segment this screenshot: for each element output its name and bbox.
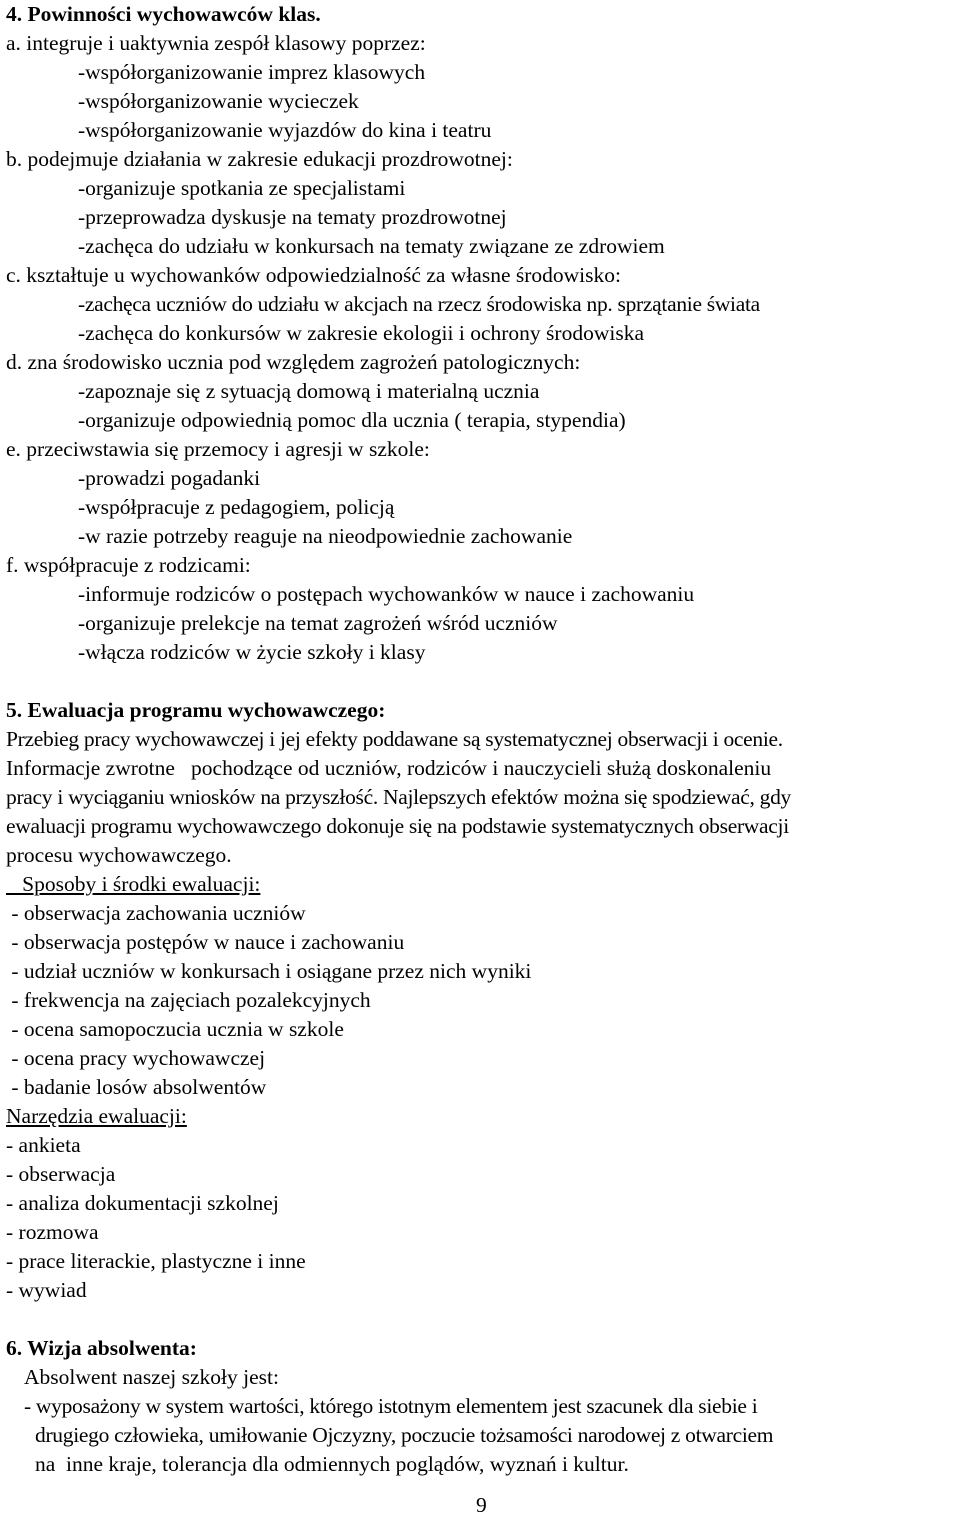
item-b-title: b. podejmuje działania w zakresie edukacji prozdrowotnej:: [6, 147, 513, 171]
item-d-line-1: -zapoznaje się z sytuacją domową i materialną ucznia: [78, 379, 540, 403]
evaluation-tools-title: Narzędzia ewaluacji:: [6, 1104, 187, 1128]
evaluation-tool-4: - rozmowa: [6, 1220, 99, 1244]
evaluation-tool-5: - prace literackie, plastyczne i inne: [6, 1249, 306, 1273]
item-c-line-1: -zachęca uczniów do udziału w akcjach na rzecz środowiska np. sprzątanie świata: [78, 292, 760, 316]
graduate-bullet-line-2: drugiego człowieka, umiłowanie Ojczyzny, poczucie tożsamości narodowej z otwarciem: [35, 1423, 774, 1447]
evaluation-paragraph-line-1: Przebieg pracy wychowawczej i jej efekty poddawane są systematycznej obserwacji i ocenie.: [6, 727, 783, 751]
evaluation-paragraph-line-3: pracy i wyciąganiu wniosków na przyszłość. Najlepszych efektów można się spodziewać, gdy: [6, 785, 791, 809]
section-6-heading: 6. Wizja absolwenta:: [6, 1336, 197, 1360]
evaluation-paragraph-line-5: procesu wychowawczego.: [6, 843, 232, 867]
evaluation-method-6: - ocena pracy wychowawczej: [6, 1046, 266, 1070]
evaluation-method-7: - badanie losów absolwentów: [6, 1075, 267, 1099]
item-f-line-3: -włącza rodziców w życie szkoły i klasy: [78, 640, 426, 664]
evaluation-tool-3: - analiza dokumentacji szkolnej: [6, 1191, 279, 1215]
section-5-heading: 5. Ewaluacja programu wychowawczego:: [6, 698, 386, 722]
item-d-title: d. zna środowisko ucznia pod względem zagrożeń patologicznych:: [6, 350, 581, 374]
item-a-line-2: -współorganizowanie wycieczek: [78, 89, 359, 113]
item-a-title: a. integruje i uaktywnia zespół klasowy poprzez:: [6, 31, 426, 55]
evaluation-tool-6: - wywiad: [6, 1278, 87, 1302]
evaluation-tool-2: - obserwacja: [6, 1162, 116, 1186]
graduate-intro: Absolwent naszej szkoły jest:: [24, 1365, 279, 1389]
evaluation-paragraph-line-2: Informacje zwrotne pochodzące od uczniów, rodziców i nauczycieli służą doskonaleniu: [6, 756, 772, 780]
item-c-line-2: -zachęca do konkursów w zakresie ekologii i ochrony środowiska: [78, 321, 644, 345]
item-f-title: f. współpracuje z rodzicami:: [6, 553, 251, 577]
item-f-line-1: -informuje rodziców o postępach wychowanków w nauce i zachowaniu: [78, 582, 695, 606]
item-a-line-1: -współorganizowanie imprez klasowych: [78, 60, 426, 84]
item-d-line-2: -organizuje odpowiednią pomoc dla ucznia ( terapia, stypendia): [78, 408, 626, 432]
item-c-title: c. kształtuje u wychowanków odpowiedzialność za własne środowisko:: [6, 263, 621, 287]
item-b-line-3: -zachęca do udziału w konkursach na tematy związane ze zdrowiem: [78, 234, 665, 258]
evaluation-method-5: - ocena samopoczucia ucznia w szkole: [6, 1017, 344, 1041]
item-e-title: e. przeciwstawia się przemocy i agresji w szkole:: [6, 437, 430, 461]
evaluation-method-2: - obserwacja postępów w nauce i zachowaniu: [6, 930, 405, 954]
item-a-line-3: -współorganizowanie wyjazdów do kina i teatru: [78, 118, 492, 142]
page-number: 9: [476, 1493, 487, 1517]
evaluation-method-4: - frekwencja na zajęciach pozalekcyjnych: [6, 988, 371, 1012]
item-b-line-2: -przeprowadza dyskusje na tematy prozdrowotnej: [78, 205, 507, 229]
evaluation-paragraph-line-4: ewaluacji programu wychowawczego dokonuje się na podstawie systematycznych obserwacji: [6, 814, 789, 838]
graduate-bullet-line-3: na inne kraje, tolerancja dla odmiennych poglądów, wyznań i kultur.: [35, 1452, 629, 1476]
item-e-line-3: -w razie potrzeby reaguje na nieodpowiednie zachowanie: [78, 524, 573, 548]
evaluation-method-1: - obserwacja zachowania uczniów: [6, 901, 306, 925]
evaluation-method-3: - udział uczniów w konkursach i osiągane przez nich wyniki: [6, 959, 532, 983]
item-e-line-1: -prowadzi pogadanki: [78, 466, 261, 490]
item-e-line-2: -współpracuje z pedagogiem, policją: [78, 495, 395, 519]
item-b-line-1: -organizuje spotkania ze specjalistami: [78, 176, 406, 200]
section-4-heading: 4. Powinności wychowawców klas.: [6, 2, 321, 26]
graduate-bullet-line-1: - wyposażony w system wartości, którego istotnym elementem jest szacunek dla siebie i: [24, 1394, 758, 1418]
evaluation-methods-title: Sposoby i środki ewaluacji:: [6, 872, 261, 896]
evaluation-tool-1: - ankieta: [6, 1133, 81, 1157]
item-f-line-2: -organizuje prelekcje na temat zagrożeń wśród uczniów: [78, 611, 558, 635]
